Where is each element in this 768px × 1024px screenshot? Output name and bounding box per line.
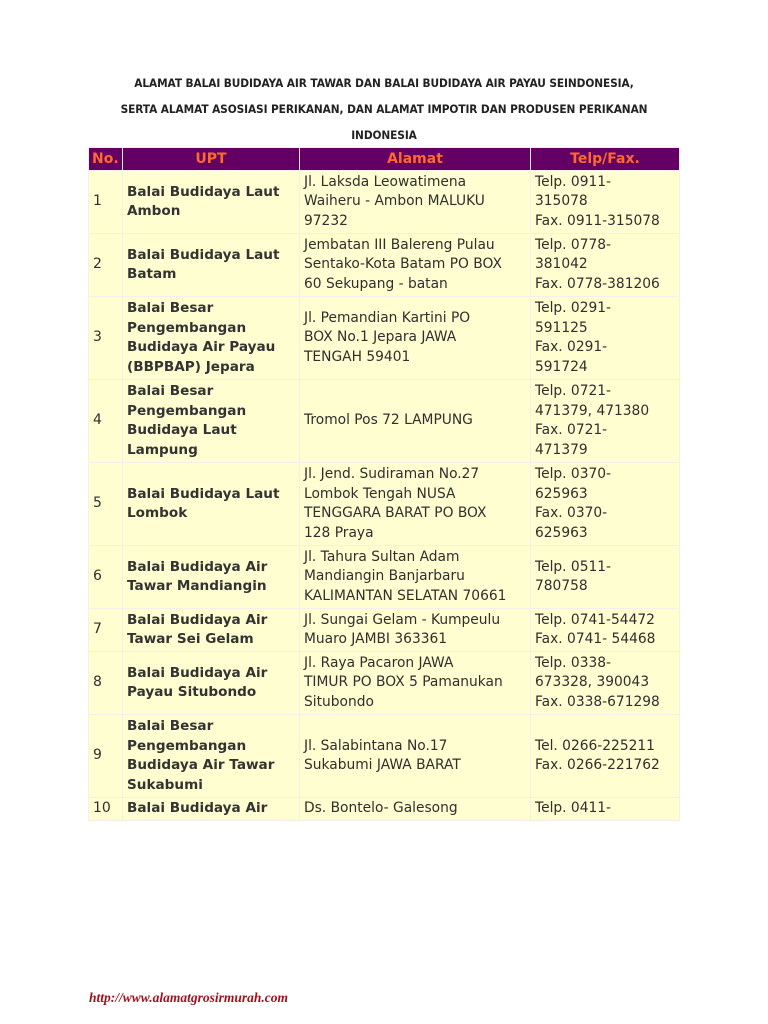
telp-line: Telp. 0338-: [535, 654, 612, 671]
address-table: [88, 147, 680, 821]
header-telp: Telp/Fax.: [531, 148, 679, 170]
table-row: [89, 380, 679, 462]
cell-upt: [123, 715, 299, 797]
alamat-line: Muaro JAMBI 363361: [304, 631, 448, 647]
cell-alamat: [300, 234, 530, 296]
table-row: [89, 463, 679, 545]
telp-line: Fax. 0721-: [535, 422, 608, 438]
cell-alamat: [300, 715, 530, 797]
upt-line: Lampung: [127, 441, 198, 458]
telp-line: Fax. 0338-671298: [535, 693, 660, 710]
table-row: [89, 297, 679, 379]
cell-alamat: [300, 609, 530, 651]
telp-line: 625963: [535, 485, 588, 502]
telp-line: 591724: [535, 358, 588, 375]
telp-line: Fax. 0778-381206: [535, 275, 660, 292]
upt-line: Balai Budidaya Laut: [127, 183, 280, 200]
cell-upt: [123, 297, 299, 379]
alamat-line: Ds. Bontelo- Galesong: [304, 800, 458, 817]
telp-line: 625963: [535, 524, 588, 541]
upt-line: Batam: [127, 266, 177, 282]
upt-line: (BBPBAP) Jepara: [127, 358, 255, 375]
cell-no: 8: [89, 652, 122, 714]
telp-line: 471379: [535, 441, 588, 458]
telp-line: Telp. 0741-54472: [535, 611, 655, 628]
table-row: [89, 798, 679, 820]
alamat-line: Jl. Sungai Gelam - Kumpeulu: [304, 611, 501, 628]
telp-line: Telp. 0721-: [535, 383, 612, 399]
upt-line: Sukabumi: [127, 776, 203, 793]
table-row: [89, 652, 679, 714]
telp-line: Fax. 0911-315078: [535, 212, 660, 229]
cell-no: 6: [89, 546, 122, 608]
table-row: [89, 234, 679, 296]
cell-no: 1: [89, 171, 122, 233]
alamat-line: Jl. Salabintana No.17: [304, 737, 448, 754]
upt-line: Pengembangan: [127, 402, 247, 419]
title-line: INDONESIA: [351, 128, 417, 142]
cell-upt: [123, 380, 299, 462]
cell-telp: [531, 652, 679, 714]
telp-line: 591125: [535, 319, 588, 336]
upt-line: Balai Besar: [127, 383, 214, 399]
alamat-line: TENGAH 59401: [304, 348, 411, 365]
telp-line: Fax. 0266-221762: [535, 757, 660, 773]
cell-telp: [531, 546, 679, 608]
table-header-row: [89, 148, 679, 170]
alamat-line: Jembatan III Balereng Pulau: [304, 236, 495, 253]
telp-line: Telp. 0511-: [535, 558, 612, 575]
cell-alamat: [300, 171, 530, 233]
alamat-line: Mandiangin Banjarbaru: [304, 568, 465, 585]
telp-line: 471379, 471380: [535, 402, 650, 419]
upt-line: Ambon: [127, 203, 181, 219]
table-row: [89, 546, 679, 608]
telp-line: Telp. 0411-: [535, 800, 612, 817]
telp-line: Fax. 0741- 54468: [535, 631, 656, 647]
footer-website-link[interactable]: http://www.alamatgrosirmurah.com: [89, 990, 289, 1005]
cell-telp: [531, 297, 679, 379]
upt-line: Balai Budidaya Air: [127, 611, 268, 628]
upt-line: Balai Besar: [127, 300, 214, 316]
cell-no: 10: [89, 798, 122, 820]
upt-line: Pengembangan: [127, 737, 247, 754]
upt-line: Tawar Sei Gelam: [127, 631, 254, 647]
table-body: [89, 171, 679, 820]
cell-alamat: [300, 652, 530, 714]
telp-line: 381042: [535, 256, 588, 273]
alamat-line: 97232: [304, 212, 348, 229]
alamat-line: KALIMANTAN SELATAN 70661: [304, 587, 507, 604]
cell-no: 7: [89, 609, 122, 651]
cell-upt: [123, 234, 299, 296]
upt-line: Balai Budidaya Laut: [127, 485, 280, 502]
alamat-line: TENGGARA BARAT PO BOX: [304, 505, 487, 521]
cell-no: 5: [89, 463, 122, 545]
alamat-line: Situbondo: [304, 693, 374, 710]
cell-upt: [123, 546, 299, 608]
alamat-line: Sentako-Kota Batam PO BOX: [304, 256, 502, 273]
alamat-line: 60 Sekupang - batan: [304, 275, 448, 292]
telp-line: 315078: [535, 193, 588, 210]
cell-alamat: [300, 297, 530, 379]
upt-line: Budidaya Air Tawar: [127, 757, 275, 773]
telp-line: Telp. 0778-: [535, 236, 612, 253]
table-row: [89, 171, 679, 233]
upt-line: Budidaya Air Payau: [127, 339, 276, 355]
upt-line: Payau Situbondo: [127, 684, 257, 700]
cell-upt: [123, 652, 299, 714]
upt-line: Budidaya Laut: [127, 422, 237, 438]
telp-line: Tel. 0266-225211: [535, 737, 655, 754]
document-title: [114, 70, 655, 148]
alamat-line: Tromol Pos 72 LAMPUNG: [304, 412, 473, 429]
title-line: ALAMAT BALAI BUDIDAYA AIR TAWAR DAN BALAI BUDIDAYA AIR PAYAU SEINDONESIA,: [134, 76, 634, 90]
cell-telp: [531, 715, 679, 797]
cell-telp: [531, 171, 679, 233]
table-row: [89, 715, 679, 797]
cell-upt: [123, 798, 299, 820]
upt-line: Balai Budidaya Air: [127, 558, 268, 575]
alamat-line: Sukabumi JAWA BARAT: [304, 757, 461, 773]
telp-line: 780758: [535, 578, 588, 594]
cell-alamat: [300, 463, 530, 545]
header-no: No.: [89, 148, 122, 170]
alamat-line: TIMUR PO BOX 5 Pamanukan: [304, 674, 503, 691]
cell-alamat: [300, 798, 530, 820]
telp-line: Telp. 0911-: [535, 173, 612, 190]
cell-no: 9: [89, 715, 122, 797]
cell-telp: [531, 380, 679, 462]
title-line: SERTA ALAMAT ASOSIASI PERIKANAN, DAN ALAMAT IMPOTIR DAN PRODUSEN PERIKANAN: [120, 102, 648, 116]
alamat-line: Jl. Laksda Leowatimena: [304, 173, 467, 190]
telp-line: Telp. 0291-: [535, 300, 612, 316]
upt-line: Balai Budidaya Laut: [127, 246, 280, 263]
telp-line: Telp. 0370-: [535, 466, 612, 482]
telp-line: Fax. 0291-: [535, 339, 608, 355]
cell-upt: [123, 609, 299, 651]
alamat-line: Jl. Tahura Sultan Adam: [304, 548, 460, 565]
upt-line: Balai Besar: [127, 718, 214, 734]
telp-line: 673328, 390043: [535, 674, 650, 691]
cell-alamat: [300, 380, 530, 462]
cell-telp: [531, 234, 679, 296]
upt-line: Balai Budidaya Air: [127, 664, 268, 681]
alamat-line: Jl. Jend. Sudiraman No.27: [304, 466, 480, 482]
telp-line: Fax. 0370-: [535, 505, 608, 521]
cell-upt: [123, 463, 299, 545]
cell-telp: [531, 463, 679, 545]
cell-no: 4: [89, 380, 122, 462]
cell-no: 3: [89, 297, 122, 379]
cell-alamat: [300, 546, 530, 608]
header-alamat: Alamat: [300, 148, 530, 170]
alamat-line: Jl. Pemandian Kartini PO: [304, 309, 471, 326]
upt-line: Pengembangan: [127, 319, 247, 336]
alamat-line: Jl. Raya Pacaron JAWA: [304, 654, 454, 671]
upt-line: Balai Budidaya Air: [127, 800, 268, 817]
cell-no: 2: [89, 234, 122, 296]
alamat-line: 128 Praya: [304, 524, 374, 541]
upt-line: Lombok: [127, 505, 188, 521]
cell-telp: [531, 798, 679, 820]
alamat-line: Waiheru - Ambon MALUKU: [304, 193, 485, 210]
alamat-line: Lombok Tengah NUSA: [304, 485, 456, 502]
table-row: [89, 609, 679, 651]
header-upt: UPT: [123, 148, 299, 170]
cell-telp: [531, 609, 679, 651]
upt-line: Tawar Mandiangin: [127, 578, 267, 594]
cell-upt: [123, 171, 299, 233]
alamat-line: BOX No.1 Jepara JAWA: [304, 329, 457, 346]
